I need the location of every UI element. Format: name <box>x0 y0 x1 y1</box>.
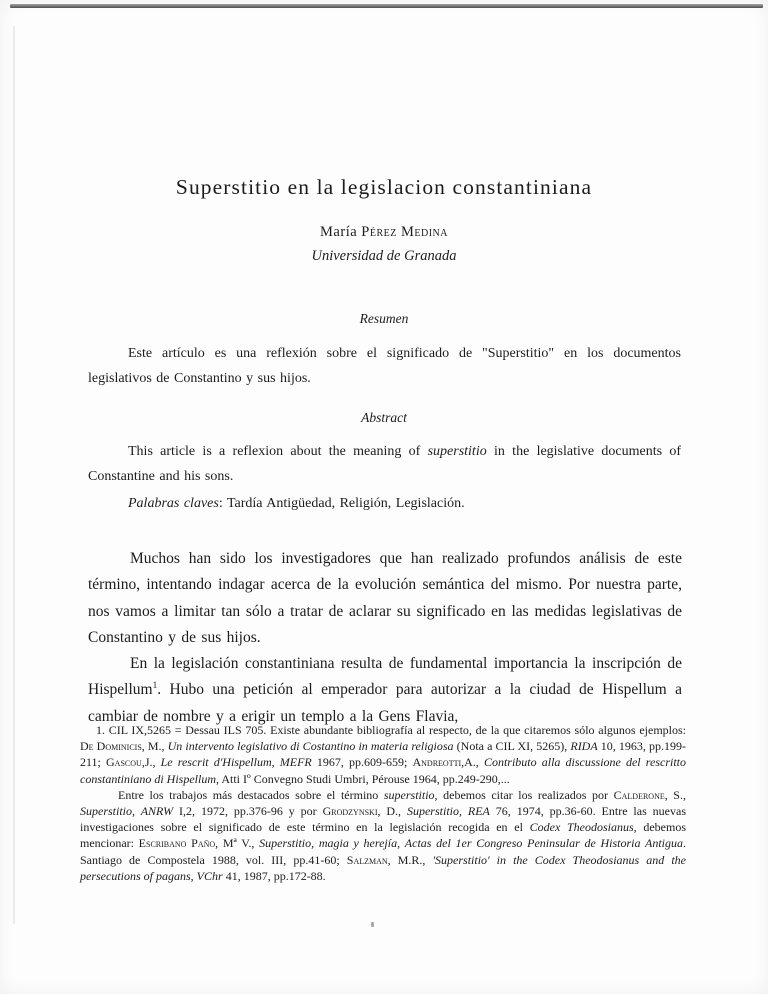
text-segment: Actas del 1er Congreso Peninsular de Historia Antigua <box>404 836 683 851</box>
text-segment: , debemos citar los realizados por <box>434 787 614 802</box>
text-segment: Escribano Paño <box>138 836 216 851</box>
author-name <box>0 224 768 241</box>
text-segment: 1. CIL IX,5265 = Dessau ILS 705. Existe abundante bibliografía al respecto, de la que citaremos sólo algunos ejemplos: <box>96 723 686 737</box>
text-segment: Muchos han sido los investigadores que han realizado profundos análisis de este término, intentando indagar acerca de la evolución semántica del mismo. Por nuestra parte, nos vamos a limitar tan sólo a tratar de aclarar su significado en las medidas legislativas de Constantino y de sus hijos. <box>88 550 682 646</box>
text-segment: Superstitio, REA <box>406 804 490 819</box>
text-segment: De Dominicis <box>80 739 142 754</box>
text-segment: , M., <box>141 739 168 754</box>
abstract-heading: Abstract <box>361 410 407 425</box>
text-segment: Grodzynski <box>322 804 378 819</box>
scan-top-edge-line <box>10 4 763 8</box>
text-segment: superstitio <box>383 787 435 802</box>
article-body <box>88 546 682 730</box>
text-segment: superstitio <box>427 444 487 459</box>
text-segment: Un intervento legislativo di Costantino in materia religiosa <box>167 739 454 754</box>
text-segment: : Tardía Antigüedad, Religión, Legislación. <box>218 496 465 511</box>
text-segment: MEFR <box>279 755 312 770</box>
text-segment: , Atti Iº Convegno Studi Umbri, Pérouse 1964, pp.249-290,... <box>216 771 510 786</box>
text-segment: , Mª V., <box>215 836 260 851</box>
text-segment: This article is a reflexion about the meaning of <box>128 444 428 459</box>
text-segment: , S., <box>664 787 686 802</box>
abstract-text <box>88 439 681 489</box>
text-segment: , debemos mencionar: <box>80 820 686 851</box>
text-segment: María <box>320 224 362 240</box>
text-segment: , <box>397 836 405 851</box>
text-segment: Calderone <box>613 787 665 802</box>
text-segment: , <box>271 755 280 770</box>
text-segment: . Santiago de Compostela 1988, vol. III, pp.41-60; <box>80 836 686 867</box>
author-affiliation: Universidad de Granada <box>311 248 457 264</box>
text-segment: (Nota a CIL XI, 5265), <box>453 739 571 754</box>
text-segment: Pérez Medina <box>361 224 448 240</box>
keywords-line <box>88 496 681 512</box>
text-segment: Palabras claves <box>128 496 219 511</box>
body-paragraph-1 <box>88 546 682 651</box>
text-segment: 'Superstitio' in the Codex Theodosianus and the persecutions of pagans <box>80 852 686 883</box>
text-segment: En la legislación constantiniana resulta de fundamental importancia la inscripción de Hispellum <box>88 655 682 699</box>
article-title: Superstitio en la legislacion constantiniana <box>175 175 593 199</box>
text-segment: 41, 1987, pp.172-88. <box>222 868 326 883</box>
text-segment: 1967, pp.609-659; <box>311 755 413 770</box>
resumen-heading: Resumen <box>359 311 409 326</box>
text-segment: Salzman <box>346 852 388 867</box>
text-segment: 1 <box>152 681 158 692</box>
footnotes-block <box>80 722 686 884</box>
resumen-text <box>88 341 681 391</box>
footnote-paragraph-1 <box>80 722 686 787</box>
text-segment: Codex Theodosianus <box>529 820 634 835</box>
text-segment: Contributo alla discussione del rescritto constantiniano di Hispellum <box>80 755 686 786</box>
text-segment: Andreotti <box>412 755 462 770</box>
text-segment: , <box>190 868 197 883</box>
body-paragraph-2 <box>88 651 682 730</box>
text-segment: Este artículo es una reflexión sobre el significado de "Superstitio" en los documentos legislativos de Constantino y sus hijos. <box>88 346 681 386</box>
text-segment: RIDA <box>570 739 598 754</box>
text-segment: , D., <box>377 804 407 819</box>
text-segment: ,A., <box>461 755 484 770</box>
text-segment: VChr <box>196 868 223 883</box>
text-segment: , M.R., <box>387 852 433 867</box>
text-segment: Gascou <box>106 755 142 770</box>
text-segment: . Hubo una petición al emperador para autorizar a la ciudad de Hispellum a cambiar de nombre y a erigir un templo a la Gens Flavia, <box>88 681 682 725</box>
scan-speck <box>371 922 374 927</box>
text-segment: 76, 1974, pp.36-60. Entre las nuevas investigaciones sobre el significado de este término en la legislación recogida en el <box>80 804 686 835</box>
text-segment: ,J., <box>141 755 161 770</box>
footnote-paragraph-2 <box>80 787 686 884</box>
text-segment: Superstitio, ANRW <box>80 804 174 819</box>
text-segment: I,2, 1972, pp.376-96 y por <box>173 804 323 819</box>
text-segment: Le rescrit d'Hispellum <box>160 755 272 770</box>
scan-left-edge-line <box>13 26 15 924</box>
text-segment: Superstitio, magia y herejía <box>259 836 398 851</box>
text-segment: in the legislative documents of Constantine and his sons. <box>88 444 681 484</box>
text-segment: 10, 1963, pp.199-211; <box>80 739 686 770</box>
text-segment: Entre los trabajos más destacados sobre el término <box>118 787 384 802</box>
